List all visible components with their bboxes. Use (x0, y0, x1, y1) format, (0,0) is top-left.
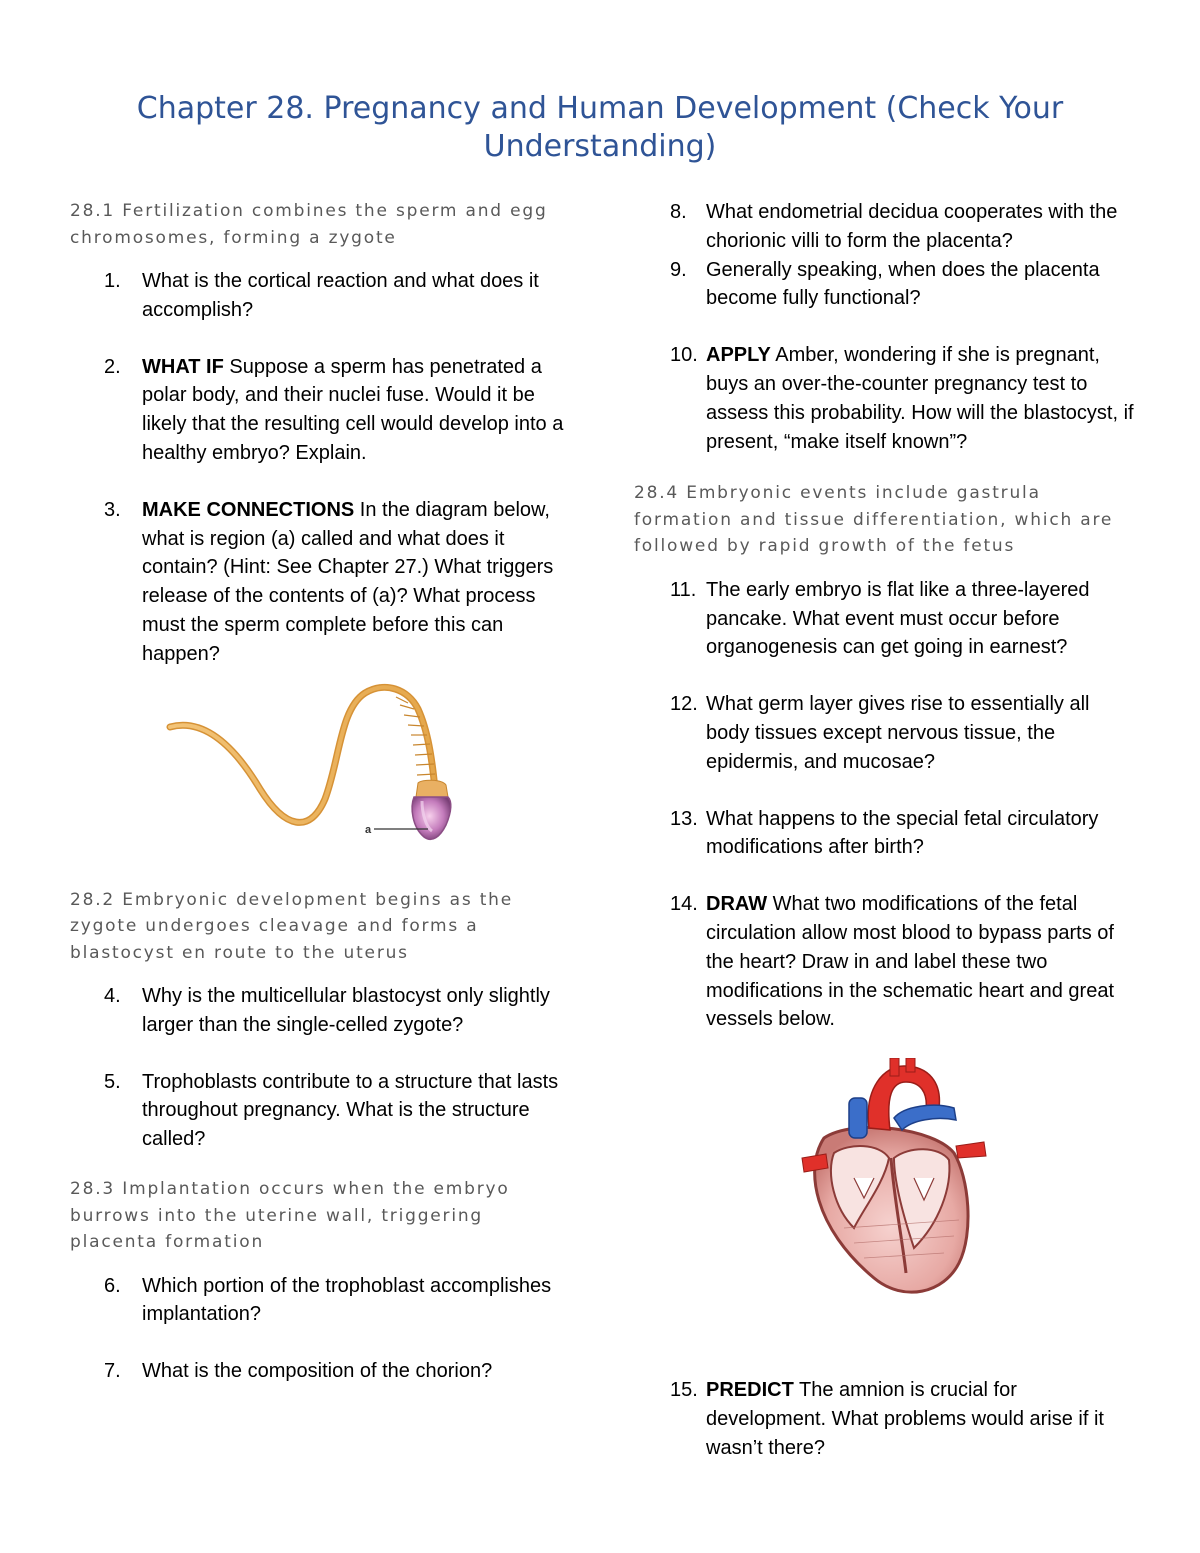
question-number: 7. (104, 1360, 121, 1383)
sperm-illustration (160, 679, 500, 869)
question-4 (70, 982, 570, 1040)
question-text: What happens to the special fetal circulatory modifications after birth? (706, 807, 1099, 859)
question-2 (70, 353, 570, 468)
question-number: 10. (670, 344, 698, 367)
section-heading-28-1 (70, 198, 550, 251)
question-number: 2. (104, 355, 121, 378)
left-column (70, 198, 570, 1386)
question-10 (634, 341, 1134, 456)
question-text: Which portion of the trophoblast accomplishes implantation? (142, 1274, 552, 1326)
question-1 (70, 267, 570, 325)
question-number: 3. (104, 498, 121, 521)
question-text: What is the composition of the chorion? (142, 1360, 493, 1383)
sperm-figure (70, 679, 570, 871)
question-text: Trophoblasts contribute to a structure that lasts throughout pregnancy. What is the structure called? (142, 1070, 559, 1151)
question-8 (634, 198, 1134, 256)
section-title: Embryonic development begins as the zygote undergoes cleavage and forms a blastocyst en route to the uterus (70, 889, 513, 963)
question-number: 6. (104, 1274, 121, 1297)
section-number: 28.4 (634, 483, 680, 504)
question-text: The early embryo is flat like a three-layered pancake. What event must occur before organogenesis can get going in earnest? (706, 578, 1090, 659)
question-lead: DRAW (706, 893, 768, 916)
section-number: 28.3 (70, 1179, 116, 1200)
page-title: Chapter 28. Pregnancy and Human Development (Check Your Understanding) (136, 91, 1064, 164)
question-6 (70, 1272, 570, 1330)
question-number: 11. (670, 578, 697, 601)
heart-illustration (794, 1058, 1014, 1308)
question-number: 12. (670, 693, 698, 716)
question-13 (634, 805, 1134, 863)
question-number: 15. (670, 1379, 698, 1402)
question-lead: WHAT IF (142, 355, 224, 378)
question-text: What germ layer gives rise to essentially all body tissues except nervous tissue, the epidermis, and mucosae? (706, 693, 1090, 773)
question-lead: APPLY (706, 344, 771, 367)
question-text: What endometrial decidua cooperates with the chorionic villi to form the placenta? (706, 201, 1118, 252)
question-number: 5. (104, 1070, 121, 1093)
question-5 (70, 1068, 570, 1154)
question-text: The amnion is crucial for development. What problems would arise if it wasn’t there? (706, 1379, 1104, 1459)
section-title: Embryonic events include gastrula formation and tissue differentiation, which are followed by rapid growth of the fetus (634, 483, 1114, 557)
section-title: Fertilization combines the sperm and egg chromosomes, forming a zygote (70, 201, 548, 248)
section-heading-28-3 (70, 1176, 520, 1256)
question-number: 13. (670, 807, 698, 830)
question-15 (634, 1376, 1134, 1462)
question-3 (70, 496, 570, 669)
question-lead: PREDICT (706, 1379, 794, 1402)
section-title: Implantation occurs when the embryo burrows into the uterine wall, triggering placenta formation (70, 1179, 510, 1253)
question-text: What two modifications of the fetal circulation allow most blood to bypass parts of the heart? Draw in and label these two modifications in the schematic heart and great vessels below. (706, 893, 1114, 1031)
question-11 (634, 576, 1134, 662)
question-number: 14. (670, 893, 698, 916)
label-a: a (365, 823, 372, 836)
question-lead: MAKE CONNECTIONS (142, 498, 355, 521)
question-text: Why is the multicellular blastocyst only slightly larger than the single-celled zygote? (142, 985, 550, 1036)
section-heading-28-4 (634, 480, 1124, 560)
section-number: 28.1 (70, 201, 116, 221)
question-7 (70, 1357, 570, 1386)
right-column (634, 198, 1134, 1463)
question-number: 4. (104, 985, 121, 1008)
question-12 (634, 690, 1134, 776)
heart-figure (634, 1048, 1134, 1348)
question-number: 1. (104, 270, 121, 292)
question-14 (634, 890, 1134, 1034)
question-text: Amber, wondering if she is pregnant, buys an over-the-counter pregnancy test to assess this probability. How will the blastocyst, if present, “make itself known”? (706, 344, 1134, 453)
question-text: What is the cortical reaction and what does it accomplish? (142, 270, 539, 321)
question-text: Generally speaking, when does the placenta become fully functional? (706, 258, 1100, 310)
section-heading-28-2 (70, 887, 550, 967)
question-number: 9. (670, 258, 687, 281)
question-number: 8. (670, 201, 687, 223)
question-9 (634, 256, 1134, 314)
question-text: In the diagram below, what is region (a) called and what does it contain? (Hint: See Chapter 27.) What triggers release of the contents of (a)? What process must the sperm complete before this can happen? (142, 498, 554, 665)
section-number: 28.2 (70, 889, 116, 910)
question-text: Suppose a sperm has penetrated a polar body, and their nuclei fuse. Would it be likely that the resulting cell would develop into a healthy embryo? Explain. (142, 355, 564, 464)
